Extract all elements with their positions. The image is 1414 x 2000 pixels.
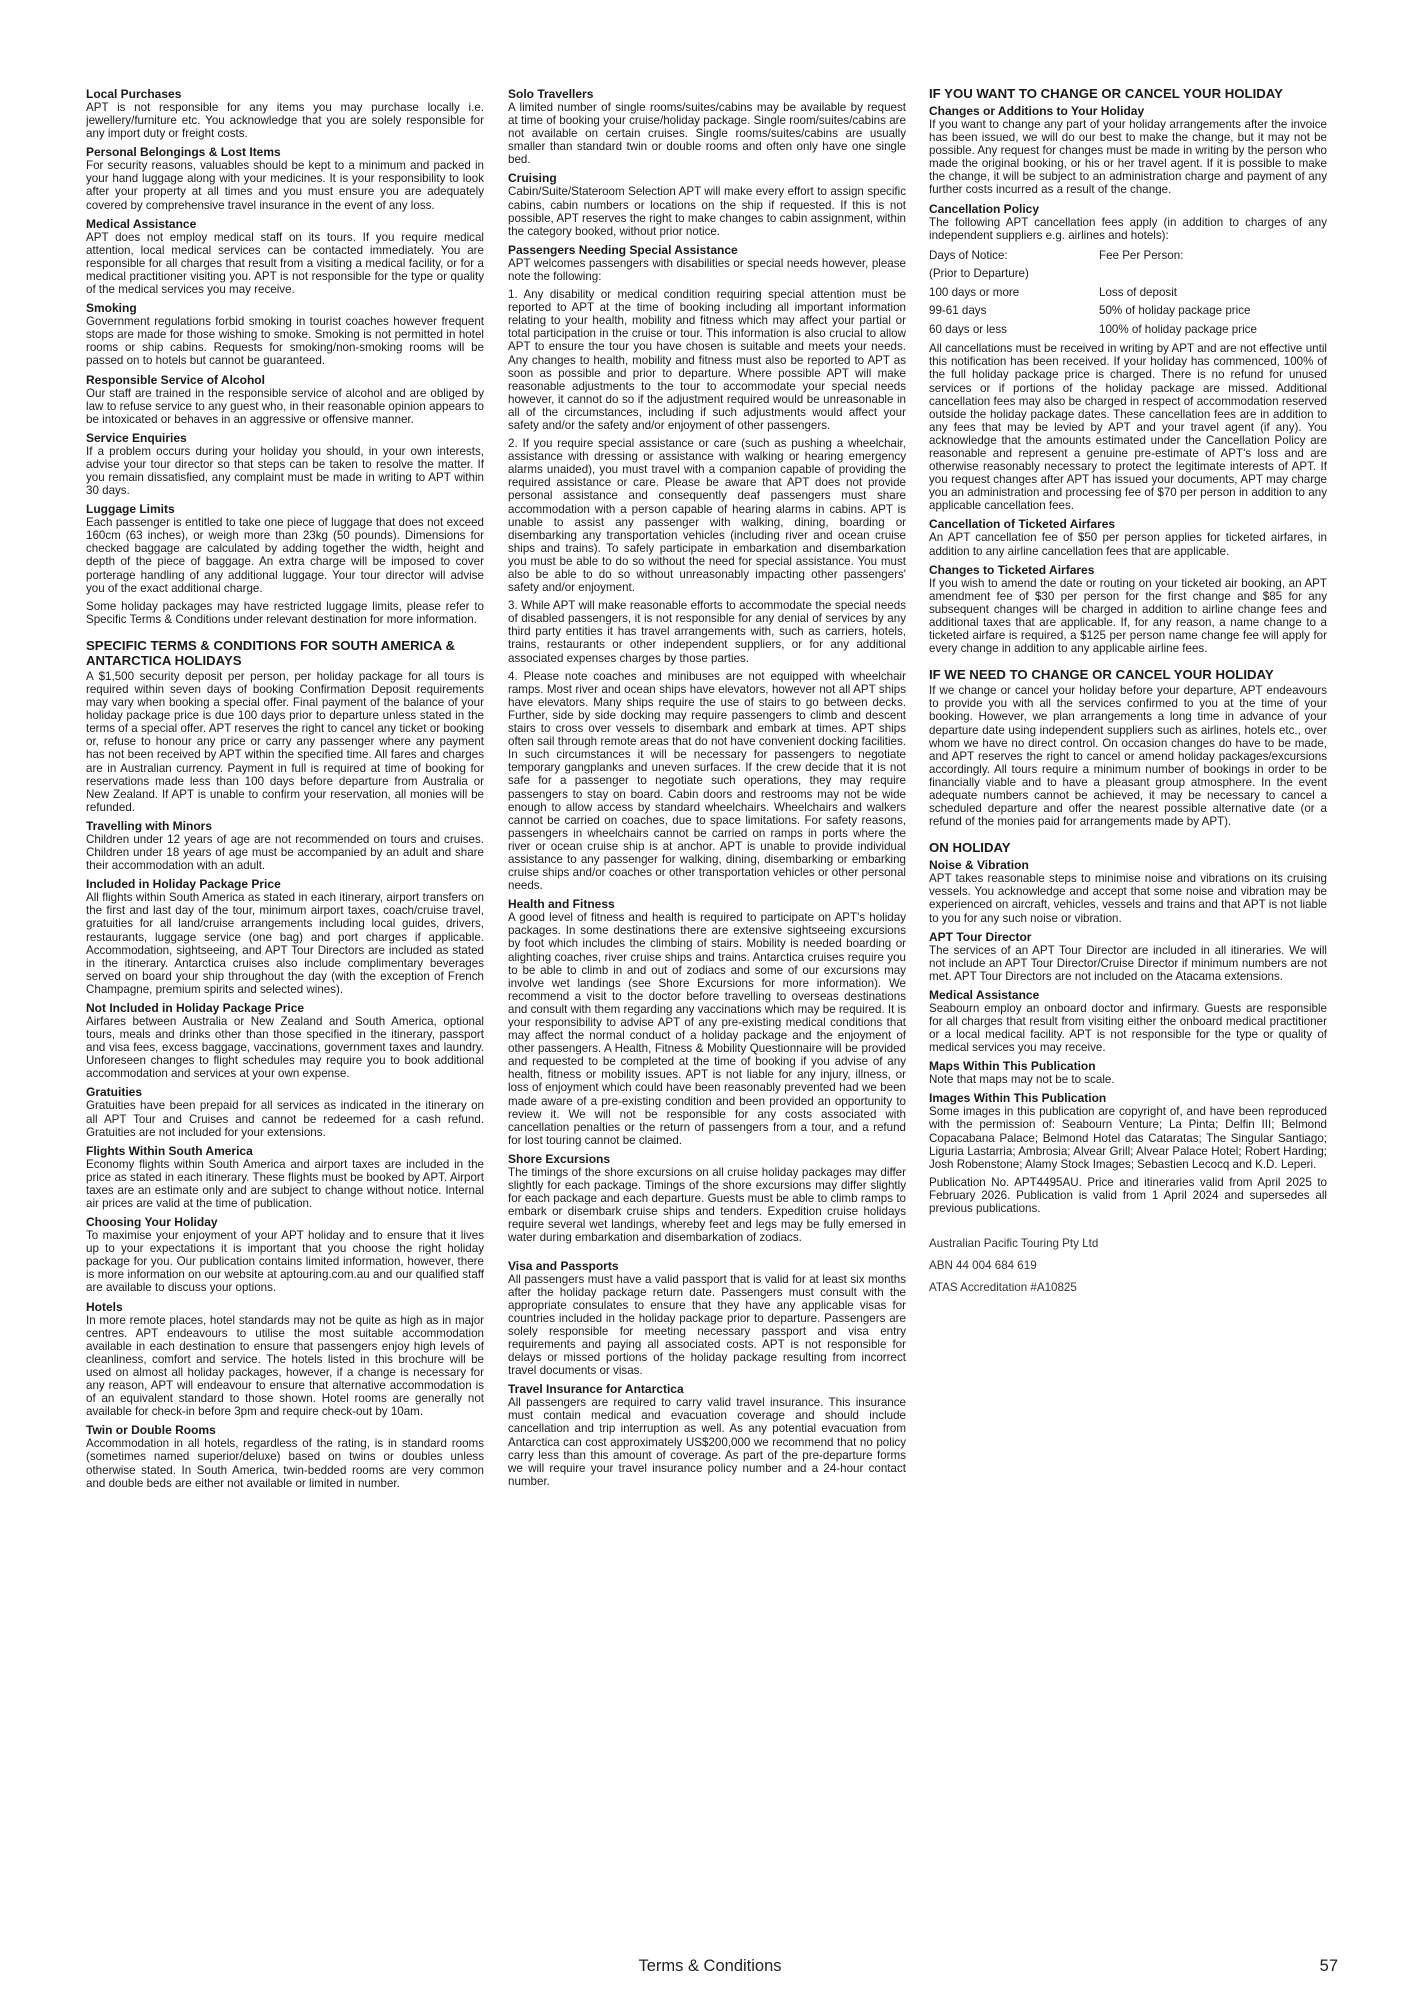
- section-heading: Travel Insurance for Antarctica: [508, 1382, 684, 1397]
- body-paragraph: Note that maps may not be to scale.: [929, 1073, 1115, 1087]
- text-column-left: [86, 84, 484, 1860]
- body-paragraph: All passengers are required to carry valid travel insurance. This insurance must contain medical and evacuation coverage and should include cancellation and trip interruption as well. As any potential evacuation from Antarctica can cost approximately US$200,000 we recommend that no policy carry less than this amount of coverage. As part of the pre-departure forms we will require your travel insurance policy number and a 24-hour contact number.: [508, 1396, 906, 1488]
- body-paragraph: If a problem occurs during your holiday you should, in your own interests, advise your tour director so that steps can be taken to resolve the matter. If you remain dissatisfied, any complaint must be made in writing to APT within 30 days.: [86, 444, 484, 498]
- section-heading: Service Enquiries: [86, 430, 187, 445]
- body-paragraph: The services of an APT Tour Director are included in all itineraries. We will not include an APT Tour Director/Cruise Director if minimum numbers are not met. APT Tour Directors are not included on the Atacama extensions.: [929, 943, 1327, 983]
- section-heading: Local Purchases: [86, 87, 182, 101]
- body-paragraph: Government regulations forbid smoking in tourist coaches however frequent stops are made for those wishing to smoke. Smoking is not permitted in hotel rooms or ship cabins. Requests for smoking/non-smoking rooms will be passed on to hotels but cannot be guaranteed.: [86, 315, 484, 368]
- section-heading: Changes or Additions to Your Holiday: [929, 104, 1145, 118]
- table-cell: (Prior to Departure): [929, 267, 1029, 281]
- company-detail-line: ATAS Accreditation #A10825: [929, 1281, 1077, 1295]
- body-paragraph: Seabourn employ an onboard doctor and infirmary. Guests are responsible for all charges that result from visiting either the onboard medical practitioner or a local medical facility. APT is not responsible for the type or quality of medical services you may receive.: [929, 1001, 1327, 1055]
- body-paragraph: 2. If you require special assistance or care (such as pushing a wheelchair, assistance with dressing or assistance with walking or hearing emergency alarms unaided), you must travel with a companion capable of providing the required assistance or care. Please be aware that APT does not provide personal assistance and consequently deaf passengers must share accommodation with a person capable of hearing alarms in cabins. APT is unable to assist any passenger with walking, dining, boarding or disembarking any transportation vehicles (including river and ocean cruise ships and trains). To safely participate in embarkation and disembarkation you must be able to do so without the need for special assistance. You must also be able to do so without unreasonably impacting other passengers' safety and/or enjoyment.: [508, 437, 906, 595]
- table-cell: 50% of holiday package price: [1099, 304, 1251, 318]
- section-heading: APT Tour Director: [929, 929, 1032, 944]
- body-paragraph: If you wish to amend the date or routing on your ticketed air booking, an APT amendment fee of $30 per person for the first change and $85 for any subsequent changes will be charged in addition to airline change fees and additional taxes that are applicable. If, for any reason, a name change to a ticketed airfare is required, a $125 per person name change fee will apply for every change in addition to any applicable airline fees.: [929, 576, 1327, 656]
- body-paragraph: All passengers must have a valid passport that is valid for at least six months after the holiday package return date. Passengers must consult with the appropriate consulates to ensure that they have any applicable visas for countries included in the holiday package prior to departure. Passengers are solely responsible for meeting necessary passport and visa entry requirements and paying all associated costs. APT is not responsible for delays or missed portions of the holiday package resulting from incorrect travel documents or visas.: [508, 1272, 906, 1378]
- company-detail-line: Australian Pacific Touring Pty Ltd: [929, 1237, 1099, 1251]
- body-paragraph: 3. While APT will make reasonable efforts to accommodate the special needs of disabled passengers, it is not responsible for any denial of services by any third party entities it has travel arrangements with, such as carriers, hotels, trains, restaurants or other independent suppliers, or for any additional associated expenses charges by those parties.: [508, 599, 906, 665]
- body-paragraph: Gratuities have been prepaid for all services as indicated in the itinerary on all APT Tour and Cruises and cannot be redeemed for a cash refund. Gratuities are not included for your extensions.: [86, 1099, 484, 1139]
- table-row: [929, 321, 1327, 340]
- body-paragraph: In more remote places, hotel standards may not be quite as high as in major centres. APT endeavours to utilise the most suitable accommodation available in each destination to ensure that passengers enjoy high levels of cleanliness, comfort and service. The hotels listed in this brochure will be used on almost all holiday packages, however, if a change is necessary for any reason, APT will endeavour to ensure that alternative accommodation is of an equivalent standard to those shown. Hotel rooms are generally not available for check-in before 3pm and require check-out by 10am.: [86, 1313, 484, 1419]
- section-heading: Medical Assistance: [929, 987, 1040, 1002]
- section-heading: Cancellation Policy: [929, 201, 1040, 216]
- body-paragraph: Publication No. APT4495AU. Price and itineraries valid from April 2025 to February 2026. Publication is valid from 1 April 2024 and supersedes all previous publications.: [929, 1175, 1327, 1216]
- section-heading: Passengers Needing Special Assistance: [508, 242, 738, 257]
- body-paragraph: To maximise your enjoyment of your APT holiday and to ensure that it lives up to your expectations it is important that you choose the right holiday package for you. Our publication contains limited information, however, there is more information on our website at aptouring.com.au and our qualified staff are available to discuss your options.: [86, 1229, 484, 1295]
- section-heading: Noise & Vibration: [929, 858, 1029, 873]
- section-heading: Responsible Service of Alcohol: [86, 372, 265, 387]
- body-paragraph: A $1,500 security deposit per person, per holiday package for all tours is required within seven days of booking Confirmation Deposit requirements may vary when booking a special offer. Final payment of the balance of your holiday package price is due 100 days prior to departure unless stated in the terms of a special offer. APT reserves the right to cancel any ticket or booking or, refuse to honour any price or carry any passenger where any payment has not been received by APT within the specified time. All fares and charges are in Australian currency. Payment in full is required at time of booking for reservations made less than 100 days before departure from Australia or New Zealand. If APT is unable to confirm your reservation, all monies will be refunded.: [86, 669, 484, 814]
- company-detail-line: ABN 44 004 684 619: [929, 1259, 1037, 1273]
- section-heading: Included in Holiday Package Price: [86, 877, 281, 892]
- section-heading: Solo Travellers: [508, 87, 594, 101]
- table-row: [929, 247, 1327, 266]
- text-column-right: [929, 84, 1327, 1584]
- body-paragraph: Children under 12 years of age are not recommended on tours and cruises. Children under 18 years of age must be accompanied by an adult and share their accommodation with an adult.: [86, 832, 484, 873]
- cancellation-fee-table: [929, 247, 1327, 340]
- body-paragraph: A limited number of single rooms/suites/cabins may be available by request at time of booking your cruise/holiday package. Single room/suites/cabins are not available on certain cruises. Single rooms/suites/cabins are usually smaller than standard twin or double rooms and often only have one single bed.: [508, 101, 906, 167]
- table-row: [929, 302, 1327, 321]
- section-heading: Gratuities: [86, 1085, 143, 1100]
- table-row: [929, 265, 1327, 284]
- body-paragraph: Our staff are trained in the responsible service of alcohol and are obliged by law to refuse service to any guest who, in their reasonable opinion appears to be intoxicated or behaves in an aggressive or offensive manner.: [86, 386, 484, 426]
- body-paragraph: The timings of the shore excursions on all cruise holiday packages may differ slightly for each package. Timings of the shore excursions may differ slightly for each package and each departure. Guests must be able to climb ramps to embark or disembark cruise ships and tenders. Expedition cruise holidays require several wet landings, whereby feet and legs may be fully emersed in water during embarkation and disembarkation of zodiacs.: [508, 1165, 906, 1245]
- section-heading: Cruising: [508, 171, 557, 186]
- major-heading: IF YOU WANT TO CHANGE OR CANCEL YOUR HOLIDAY: [929, 86, 1283, 101]
- footer-section-title: Terms & Conditions: [638, 1957, 782, 1975]
- table-cell: 99-61 days: [929, 304, 987, 318]
- section-heading: Medical Assistance: [86, 216, 197, 231]
- body-paragraph: 4. Please note coaches and minibuses are not equipped with wheelchair ramps. Most river and ocean ships have elevators, however not all APT ships have elevators. Many ships require the use of stairs to go between decks. Further, side by side docking may require passengers to climb and descent stairs to cross over vessels to disembark and embark at times. APT ships often sail through remote areas that do not have convenient docking facilities. In such circumstances it will be necessary for passengers to negotiate temporary gangplanks and uneven surfaces. If the crew decide that it is not safe for a passenger to negotiate such operations, they may require passengers to stay on board. Cabin doors and restrooms may not be wide enough to allow access by standard wheelchairs. Wheelchairs and walkers cannot be carried on coaches, due to space limitations. For safety reasons, passengers in wheelchairs cannot be carried on ramps in ports where the river or ocean cruise ship is at anchor. APT is unable to provide individual assistance to any passenger for walking, dining, disembarking or embarking cruise ships and/or coaches or other transportation vehicles or other personal needs.: [508, 669, 906, 893]
- body-paragraph: APT does not employ medical staff on its tours. If you require medical attention, local medical services can be contacted immediately. You are responsible for all charges that result from a visiting a medical facility, or for a medical practitioner visiting you. APT is not responsible for the type or quality of the medical services you may receive.: [86, 230, 484, 297]
- table-cell: [1099, 265, 1327, 284]
- section-heading: Smoking: [86, 301, 137, 316]
- body-paragraph: Each passenger is entitled to take one piece of luggage that does not exceed 160cm (63 inches), or weigh more than 23kg (50 pounds). Dimensions for checked baggage are calculated by adding together the width, height and depth of the piece of baggage. An extra charge will be imposed to cover porterage handling of any additional luggage. Your tour director will advise you of the exact additional charge.: [86, 516, 484, 595]
- table-cell: Days of Notice:: [929, 248, 1008, 262]
- section-heading: Choosing Your Holiday: [86, 1215, 218, 1230]
- table-cell: 100% of holiday package price: [1099, 322, 1257, 336]
- section-heading: Maps Within This Publication: [929, 1059, 1096, 1074]
- table-cell: 100 days or more: [929, 285, 1020, 299]
- body-paragraph: APT takes reasonable steps to minimise noise and vibrations on its cruising vessels. You acknowledge and accept that some noise and vibration may be experienced on aircraft, vehicles, vessels and trains and that APT is not liable to you for any such noise or vibration.: [929, 872, 1327, 925]
- body-paragraph: 1. Any disability or medical condition requiring special attention must be reported to APT at the time of booking including all important information relating to your health, mobility and fitness which may affect your partial or total participation in the cruise or tour. This information is also crucial to allow APT to ensure the tour you have chosen is suitable and meets your needs. Any changes to health, mobility and fitness must also be reported to APT as soon as possible and prior to departure. Where possible APT will make reasonable adjustments to the tour to accommodate your special needs however, it cannot do so if the adjustment required would be unreasonable in all of the circumstances, including if such adjustments would affect your safety and/or the safety and/or enjoyment of other passengers.: [508, 288, 906, 432]
- section-heading: Hotels: [86, 1299, 123, 1314]
- company-details: [929, 1233, 1327, 1299]
- body-paragraph: Some images in this publication are copyright of, and have been reproduced with the permission of: Seabourn Venture; La Pinta; Delfin III; Belmond Copacabana Palace; Belmond Hotel das Cataratas; The Singular Santiago; Liguria Lastarria; Ambrosia; Alvear Grill; Alvear Palace Hotel; Robert Harding; Josh Robenstone; Alamy Stock Images; Sebastien Lecocq and K.D. Leperi.: [929, 1105, 1327, 1171]
- table-cell: Loss of deposit: [1099, 285, 1177, 299]
- table-cell: 60 days or less: [929, 322, 1007, 336]
- body-paragraph: A good level of fitness and health is required to participate on APT's holiday packages. In some destinations there are extensive sightseeing excursions by foot which includes the climbing of stairs. Mobility is needed boarding or alighting coaches, river cruise ships and trains. Antarctica cruises require you to be able to climb in and out of zodiacs and some of our excursions may involve wet landings (see Shore Excursions for more information). We recommend a visit to the doctor before travelling to overseas destinations and consult with them regarding any vaccinations which may be required. It is your responsibility to advise APT of any pre-existing medical conditions that may affect the normal conduct of a holiday package and the enjoyment of other passengers. A Health, Fitness & Mobility Questionnaire will be provided and requested to be completed at the time of booking if you advise of any health, fitness or mobility issues. APT is not liable for any injury, illness, or loss of enjoyment which could have been reasonably prevented had we been made aware of a pre-existing condition and been provided an opportunity to review it. We will not be responsible for any costs associated with cancellation penalties or the return of passengers from a tour, and a refund for lost touring cannot be claimed.: [508, 911, 906, 1147]
- section-heading: Shore Excursions: [508, 1151, 611, 1166]
- table-cell: Fee Per Person:: [1099, 248, 1184, 262]
- section-heading: Personal Belongings & Lost Items: [86, 145, 281, 160]
- body-paragraph: Accommodation in all hotels, regardless of the rating, is in standard rooms (sometimes named superior/deluxe) based on twins or doubles unless otherwise stated. In South America, twin-bedded rooms are very common and double beds are either not available or limited in number.: [86, 1437, 484, 1490]
- body-paragraph: APT welcomes passengers with disabilities or special needs however, please note the following:: [508, 256, 906, 283]
- section-heading: Images Within This Publication: [929, 1091, 1107, 1106]
- body-paragraph: Airfares between Australia or New Zealand and South America, optional tours, meals and drinks other than those specified in the itinerary, passport and visa fees, excess baggage, vaccinations, government taxes and laundry. Unforeseen changes to flight schedules may require you to book additional accommodation and services at your own expense.: [86, 1014, 484, 1081]
- table-row: [929, 284, 1327, 303]
- body-paragraph: For security reasons, valuables should be kept to a minimum and packed in your hand luggage along with your medicines. It is your responsibility to look after your property at all times and you must ensure you are adequately covered by comprehensive travel insurance in the event of any loss.: [86, 159, 484, 212]
- text-column-middle: [508, 84, 906, 1860]
- body-paragraph: The following APT cancellation fees apply (in addition to charges of any independent suppliers e.g. airlines and hotels):: [929, 215, 1327, 242]
- body-paragraph: Economy flights within South America and airport taxes are included in the price as stated in each itinerary. These flights must be booked by APT. Airport taxes are an estimate only and are subject to change without notice. Internal air prices are valid at the time of publication.: [86, 1157, 484, 1210]
- section-heading: Luggage Limits: [86, 502, 175, 517]
- body-paragraph: An APT cancellation fee of $50 per person applies for ticketed airfares, in addition to any airline cancellation fees that are applicable.: [929, 531, 1327, 558]
- section-heading: Flights Within South America: [86, 1143, 253, 1158]
- body-paragraph: All cancellations must be received in writing by APT and are not effective until this notification has been received. If your holiday has commenced, 100% of the full holiday package price is charged. There is no refund for unused services or if portions of the holiday package are missed. Additional cancellation fees may also be charged in respect of accommodation reserved outside the holiday package dates. These cancellation fees are in addition to any fees that may be levied by APT and your travel agent (if any). You acknowledge that the amounts estimated under the Cancellation Policy are reasonable and represent a genuine pre-estimate of APT's loss and are otherwise reasonably necessary to protect the legitimate interests of APT. If you request changes after APT has issued your documents, APT may charge you an administration and processing fee of $70 per person in addition to any applicable cancellation fees.: [929, 342, 1327, 513]
- body-paragraph: If we change or cancel your holiday before your departure, APT endeavours to provide you with all the services confirmed to you at the time of your booking. However, we plan arrangements a long time in advance of your departure date using independent suppliers such as airlines, hotels etc., over whom we have no direct control. On occasion changes do have to be made, and APT reserves the right to cancel or amend holiday packages/excursions accordingly. All tours require a minimum number of bookings in order to be financially viable and to have a pleasant group atmosphere. In the event adequate numbers cannot be achieved, it may be necessary to cancel a scheduled departure and offer the nearest possible alternative date (or a refund of the monies paid for arrangements made by APT).: [929, 684, 1327, 829]
- body-paragraph: If you want to change any part of your holiday arrangements after the invoice has been issued, we will do our best to make the change, but it may not be possible. Any request for changes must be made in writing by the person who made the original booking, or his or her travel agent. If it is possible to make the change, it will be subject to an administration charge and payment of any further costs incurred as a result of the change.: [929, 118, 1327, 197]
- major-heading: ON HOLIDAY: [929, 840, 1011, 856]
- section-heading: Cancellation of Ticketed Airfares: [929, 517, 1116, 532]
- body-paragraph: APT is not responsible for any items you may purchase locally i.e. jewellery/furniture etc. You acknowledge that you are solely responsible for any import duty or freight costs.: [86, 101, 484, 141]
- section-heading: Twin or Double Rooms: [86, 1423, 216, 1438]
- body-paragraph: Some holiday packages may have restricted luggage limits, please refer to Specific Terms & Conditions under relevant destination for more information.: [86, 599, 484, 626]
- page-number: 57: [1319, 1957, 1338, 1975]
- major-heading: IF WE NEED TO CHANGE OR CANCEL YOUR HOLIDAY: [929, 667, 1274, 683]
- body-paragraph: All flights within South America as stated in each itinerary, airport transfers on the first and last day of the tour, minimum airport taxes, coach/cruise travel, gratuities for all land/cruise arrangements including local guides, drivers, restaurants, luggage service (one bag) and port charges if applicable. Accommodation, sightseeing, and APT Tour Directors are included as stated in the itinerary. Antarctica cruises also include complimentary beverages served on board your ship throughout the day (with the exception of French Champagne, premium spirits and selected wines).: [86, 891, 484, 996]
- section-heading: Visa and Passports: [508, 1258, 619, 1273]
- section-heading: Changes to Ticketed Airfares: [929, 562, 1095, 577]
- major-heading: SPECIFIC TERMS & CONDITIONS FOR SOUTH AMERICA & ANTARCTICA HOLIDAYS: [86, 637, 456, 668]
- body-paragraph: Cabin/Suite/Stateroom Selection APT will make every effort to assign specific cabins, cabin numbers or locations on the ship if requested. If this is not possible, APT reserves the right to make changes to cabin assignment, within the category booked, without prior notice.: [508, 185, 906, 238]
- section-heading: Health and Fitness: [508, 897, 615, 912]
- section-heading: Not Included in Holiday Package Price: [86, 1000, 305, 1015]
- section-heading: Travelling with Minors: [86, 818, 213, 833]
